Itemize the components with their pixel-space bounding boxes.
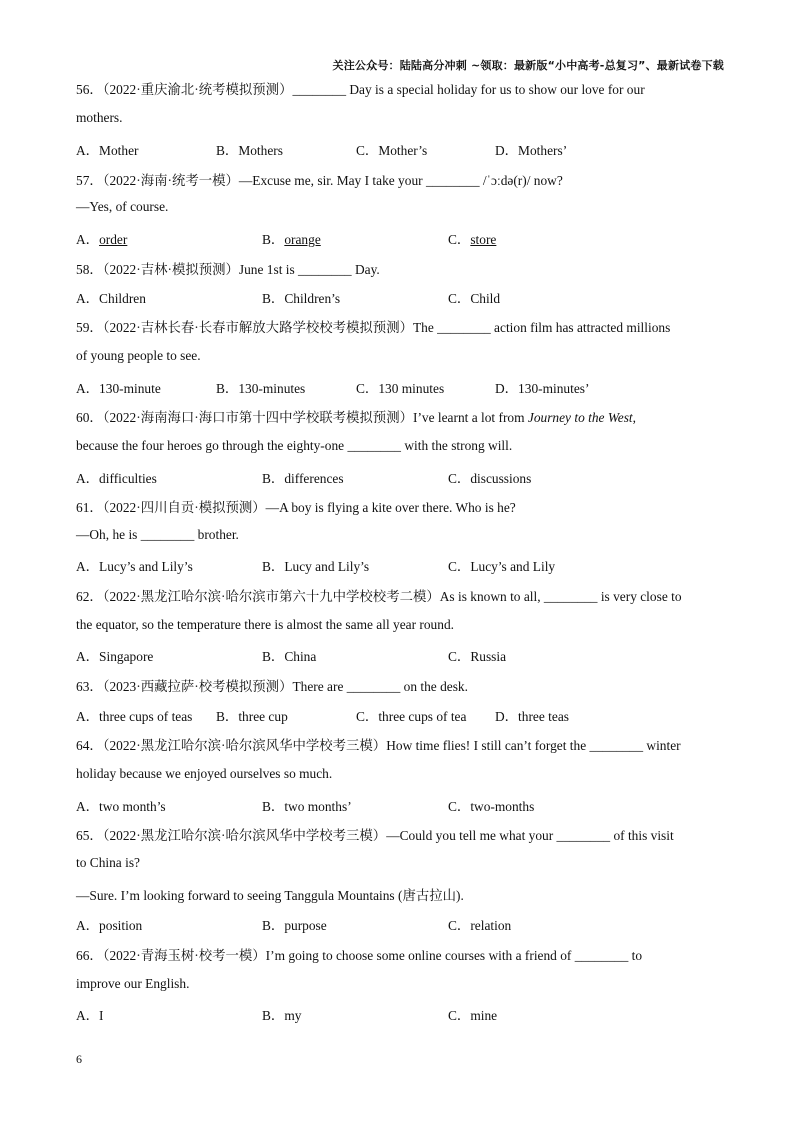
question-65-line-1: 65．（2022·黑龙江哈尔滨·哈尔滨风华中学校考三模）—Could you tell me what your ________ of this visit xyxy=(76,828,674,843)
question-64-options xyxy=(76,796,726,814)
option-a[interactable]: A．Lucy’s and Lily’s xyxy=(76,559,193,574)
option-c[interactable]: C．Child xyxy=(448,291,501,306)
option-a[interactable]: A．difficulties xyxy=(76,471,157,486)
question-65-line-2: to China is? xyxy=(76,855,140,870)
option-a[interactable] xyxy=(76,229,127,248)
question-61-line-1: 61．（2022·四川自贡·模拟预测）—A boy is flying a kite over there. Who is he? xyxy=(76,500,516,515)
option-a[interactable]: A．three cups of teas xyxy=(76,709,193,724)
question-64-line-2: holiday because we enjoyed ourselves so much. xyxy=(76,766,333,781)
option-b[interactable]: B．Lucy and Lily’s xyxy=(262,559,370,574)
option-a[interactable]: A．Mother xyxy=(76,143,139,158)
book-title: Journey to the West xyxy=(527,410,633,425)
question-57-line-1: 57．（2022·海南·统考一模）—Excuse me, sir. May I take your ________ /ˈɔːdə(r)/ now? xyxy=(76,173,563,188)
question-66-options xyxy=(76,1005,726,1023)
option-c[interactable]: C．Russia xyxy=(448,649,507,664)
question-60-text: 60．（2022·海南海口·海口市第十四中学校联考模拟预测）I’ve learnt a lot from xyxy=(76,410,528,425)
option-c[interactable]: C．Lucy’s and Lily xyxy=(448,559,556,574)
question-63-line-1: 63．（2023·西藏拉萨·校考模拟预测）There are ________ on the desk. xyxy=(76,679,468,694)
question-58-line-1: 58．（2022·吉林·模拟预测）June 1st is ________ Day. xyxy=(76,262,380,277)
option-c[interactable]: C．two-months xyxy=(448,799,535,814)
option-b[interactable]: B．Children’s xyxy=(262,291,341,306)
option-a[interactable]: A．position xyxy=(76,918,143,933)
question-62-options xyxy=(76,646,726,664)
question-59-line-1: 59．（2022·吉林长春·长春市解放大路学校校考模拟预测）The ________ action film has attracted millions xyxy=(76,320,671,335)
option-c[interactable]: C．three cups of tea xyxy=(356,709,467,724)
question-60-line-2: because the four heroes go through the eighty-one ________ with the strong will. xyxy=(76,438,513,453)
option-a[interactable]: A．Singapore xyxy=(76,649,154,664)
page-header: 关注公众号：陆陆高分冲刺 ~领取：最新版“小中高考-总复习”、最新试卷下载 xyxy=(332,59,724,72)
option-b-word: orange xyxy=(284,232,321,247)
option-c[interactable]: C．discussions xyxy=(448,471,532,486)
option-a[interactable]: A．130-minute xyxy=(76,381,161,396)
option-b[interactable]: B．China xyxy=(262,649,317,664)
question-65-options xyxy=(76,915,726,933)
question-56-line-1: 56．（2022·重庆渝北·统考模拟预测）________ Day is a special holiday for us to show our love for our xyxy=(76,82,645,97)
option-a-letter: A． xyxy=(76,232,100,247)
question-64-line-1: 64．（2022·黑龙江哈尔滨·哈尔滨风华中学校考三模）How time flies! I still can’t forget the ________ winter xyxy=(76,738,681,753)
option-b[interactable]: B．my xyxy=(262,1008,302,1023)
question-59-line-2: of young people to see. xyxy=(76,348,201,363)
option-c[interactable]: C．mine xyxy=(448,1008,498,1023)
question-56-line-2: mothers. xyxy=(76,110,123,125)
question-57-line-2: —Yes, of course. xyxy=(76,199,169,214)
question-58-options xyxy=(76,288,726,306)
option-b[interactable] xyxy=(262,229,321,248)
option-b[interactable]: B．differences xyxy=(262,471,344,486)
question-59-options xyxy=(76,378,726,396)
question-66-line-2: improve our English. xyxy=(76,976,190,991)
question-62-line-1: 62．（2022·黑龙江哈尔滨·哈尔滨市第六十九中学校校考二模）As is known to all, ________ is very close to xyxy=(76,589,682,604)
option-a-word: order xyxy=(99,232,128,247)
option-c-letter: C． xyxy=(448,232,471,247)
option-b[interactable]: B．130-minutes xyxy=(216,381,306,396)
option-b[interactable]: B．two months’ xyxy=(262,799,352,814)
question-65-line-3: —Sure. I’m looking forward to seeing Tanggula Mountains (唐古拉山). xyxy=(76,888,464,903)
question-61-options xyxy=(76,556,726,574)
option-c[interactable]: C．Mother’s xyxy=(356,143,428,158)
option-c-word: store xyxy=(470,232,497,247)
question-61-line-2: —Oh, he is ________ brother. xyxy=(76,527,239,542)
page-number: 6 xyxy=(76,1052,82,1066)
option-b[interactable]: B．purpose xyxy=(262,918,327,933)
option-b[interactable]: B．three cup xyxy=(216,709,288,724)
question-56-options xyxy=(76,140,726,158)
question-57-options xyxy=(76,229,726,247)
question-66-line-1: 66．（2022·青海玉树·校考一模）I’m going to choose some online courses with a friend of ________ to xyxy=(76,948,643,963)
question-62-line-2: the equator, so the temperature there is almost the same all year round. xyxy=(76,617,454,632)
option-c[interactable]: C．relation xyxy=(448,918,512,933)
question-60-line-1 xyxy=(76,407,636,426)
option-d[interactable]: D．Mothers’ xyxy=(495,143,568,158)
option-c[interactable]: C．130 minutes xyxy=(356,381,445,396)
option-a[interactable]: A．I xyxy=(76,1008,104,1023)
question-60-options xyxy=(76,468,726,486)
question-60-comma: , xyxy=(632,410,636,425)
option-b-letter: B． xyxy=(262,232,285,247)
option-d[interactable]: D．130-minutes’ xyxy=(495,381,590,396)
option-a[interactable]: A．Children xyxy=(76,291,146,306)
option-d[interactable]: D．three teas xyxy=(495,709,569,724)
option-b[interactable]: B．Mothers xyxy=(216,143,283,158)
option-c[interactable] xyxy=(448,229,496,248)
option-a[interactable]: A．two month’s xyxy=(76,799,166,814)
question-63-options xyxy=(76,706,726,724)
